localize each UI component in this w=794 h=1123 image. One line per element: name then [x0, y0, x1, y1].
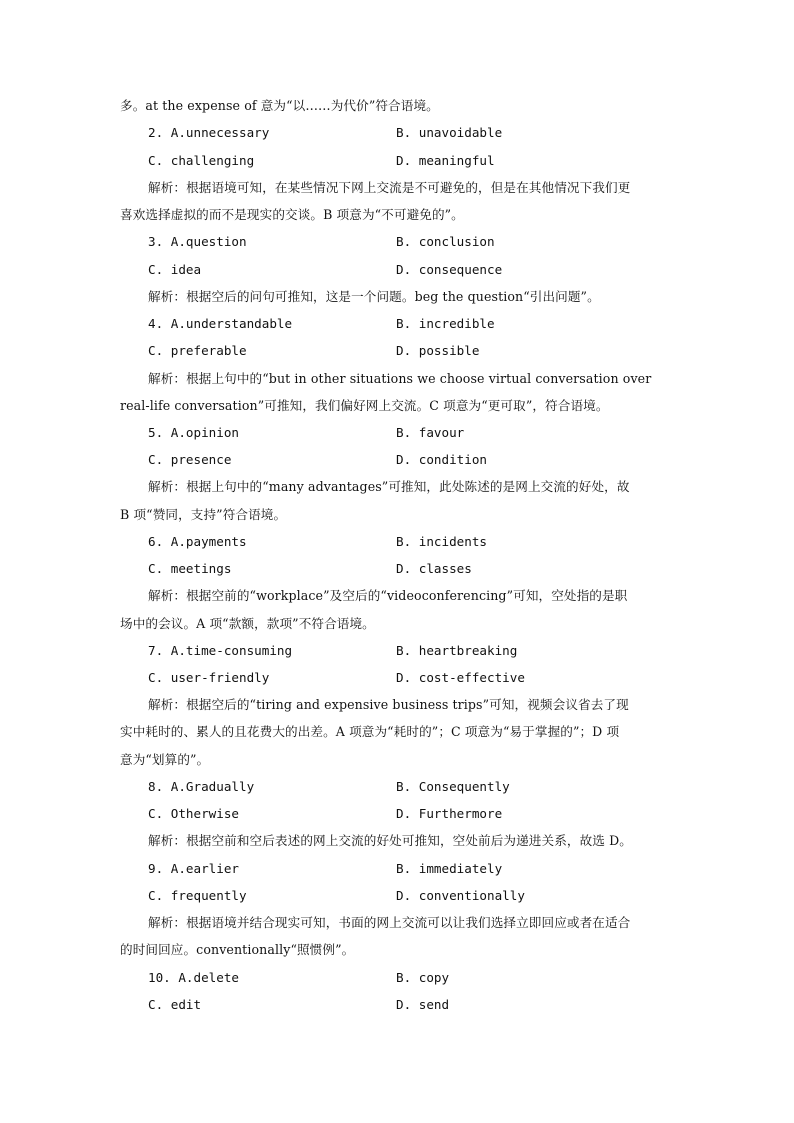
option-c: C. idea [148, 262, 202, 277]
option-d: D. possible [396, 343, 480, 358]
intro-line: 多。at the expense of 意为“以……为代价”符合语境。 [120, 98, 439, 113]
explanation-line: 的时间回应。conventionally“照惯例”。 [120, 942, 355, 957]
explanation-line: B 项“赞同，支持”符合语境。 [120, 507, 287, 522]
option-b: B. incidents [396, 534, 487, 549]
explanation-line: 实中耗时的、累人的且花费大的出差。A 项意为“耗时的”；C 项意为“易于掌握的”；D 项 [120, 724, 620, 739]
option-d: D. Furthermore [396, 806, 503, 821]
option-c: C. presence [148, 452, 232, 467]
explanation-line: 解析：根据空前和空后表述的网上交流的好处可推知，空处前后为递进关系，故选 D。 [148, 833, 632, 848]
option-b: B. incredible [396, 316, 495, 331]
explanation-line: 解析：根据空后的“tiring and expensive business trips”可知，视频会议省去了现 [148, 697, 629, 712]
option-b: B. immediately [396, 861, 503, 876]
explanation-line: 喜欢选择虚拟的而不是现实的交谈。B 项意为“不可避免的”。 [120, 207, 464, 222]
option-c: C. Otherwise [148, 806, 239, 821]
option-c: C. user-friendly [148, 670, 270, 685]
option-d: D. cost-effective [396, 670, 525, 685]
option-d: D. classes [396, 561, 472, 576]
option-c: C. preferable [148, 343, 247, 358]
option-a: 10. A.delete [148, 970, 239, 985]
option-b: B. conclusion [396, 234, 495, 249]
option-d: D. condition [396, 452, 487, 467]
explanation-line: 解析：根据语境并结合现实可知，书面的网上交流可以让我们选择立即回应或者在适合 [148, 915, 631, 930]
option-d: D. conventionally [396, 888, 525, 903]
option-a: 8. A.Gradually [148, 779, 255, 794]
explanation-line: real-life conversation”可推知，我们偏好网上交流。C 项意为“更可取”，符合语境。 [120, 398, 609, 413]
option-a: 5. A.opinion [148, 425, 239, 440]
option-b: B. favour [396, 425, 465, 440]
option-d: D. consequence [396, 262, 503, 277]
option-c: C. edit [148, 997, 202, 1012]
option-c: C. challenging [148, 153, 255, 168]
explanation-line: 解析：根据空后的问句可推知，这是一个问题。beg the question“引出问题”。 [148, 289, 600, 304]
option-a: 3. A.question [148, 234, 247, 249]
explanation-line: 解析：根据语境可知，在某些情况下网上交流是不可避免的，但是在其他情况下我们更 [148, 180, 631, 195]
option-b: B. copy [396, 970, 450, 985]
option-b: B. heartbreaking [396, 643, 518, 658]
option-a: 4. A.understandable [148, 316, 293, 331]
option-a: 7. A.time-consuming [148, 643, 293, 658]
option-a: 9. A.earlier [148, 861, 239, 876]
option-b: B. Consequently [396, 779, 510, 794]
explanation-line: 解析：根据空前的“workplace”及空后的“videoconferencing”可知，空处指的是职 [148, 588, 628, 603]
option-a: 2. A.unnecessary [148, 125, 270, 140]
option-c: C. frequently [148, 888, 247, 903]
option-d: D. send [396, 997, 450, 1012]
option-a: 6. A.payments [148, 534, 247, 549]
option-b: B. unavoidable [396, 125, 503, 140]
option-d: D. meaningful [396, 153, 495, 168]
explanation-line: 解析：根据上句中的“many advantages”可推知，此处陈述的是网上交流的好处，故 [148, 479, 630, 494]
explanation-line: 场中的会议。A 项“款额，款项”不符合语境。 [120, 616, 375, 631]
explanation-line: 意为“划算的”。 [120, 752, 210, 767]
option-c: C. meetings [148, 561, 232, 576]
explanation-line: 解析：根据上句中的“but in other situations we choose virtual conversation over [148, 371, 652, 386]
